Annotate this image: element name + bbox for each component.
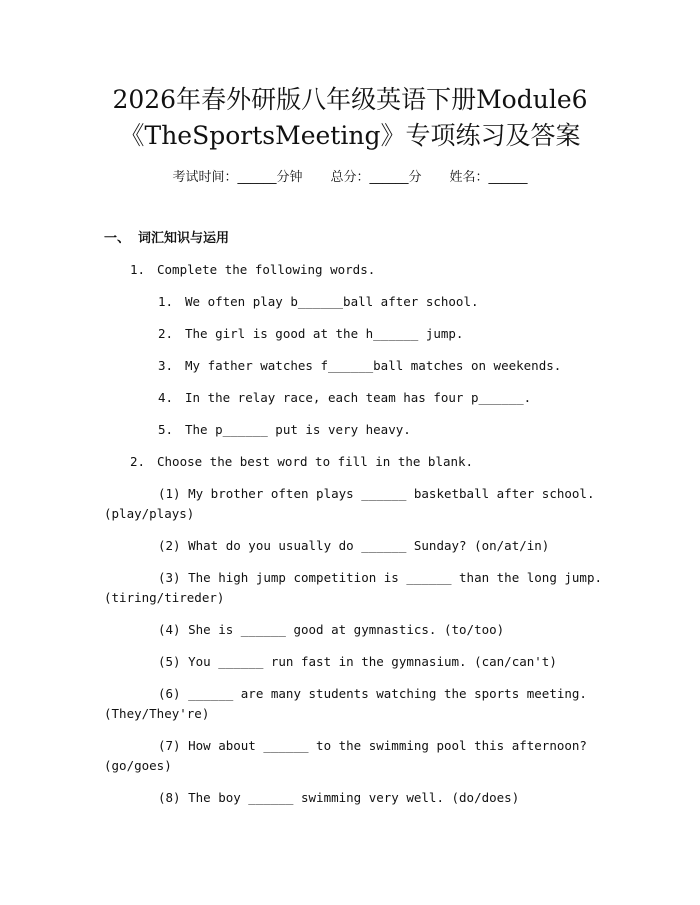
list-item-continuation: (tiring/tireder) [104,590,225,605]
list-item: (6) ______ are many students watching the sports meeting. [158,686,587,701]
item-text: The girl is good at the h______ jump. [185,326,464,341]
document-title-line-2: 《TheSportsMeeting》专项练习及答案 [119,121,581,150]
list-item: (1) My brother often plays ______ basketball after school. [158,486,595,501]
item-text: In the relay race, each team has four p______. [185,390,532,405]
question-1 [130,260,375,280]
list-item: (7) How about ______ to the swimming pool this afternoon? [158,738,587,753]
item-text: The p______ put is very heavy. [185,422,411,437]
item-number: 3. [158,358,174,373]
exam-info [0,168,700,188]
item-text: My father watches f______ball matches on weekends. [185,358,562,373]
question-instruction: Choose the best word to fill in the blank. [157,454,474,469]
exam-total-score: 总分：______分 [330,170,422,185]
list-item: (4) She is ______ good at gymnastics. (to/too) [158,622,505,637]
exam-time: 考试时间：______分钟 [172,170,303,185]
list-item [158,420,411,440]
list-item [158,324,463,344]
list-item [158,388,531,408]
list-item: (5) You ______ run fast in the gymnasium. (can/can't) [158,654,557,669]
document-title-line-1: 2026年春外研版八年级英语下册Module6 [112,85,588,114]
list-item [158,292,479,312]
question-number: 1. [130,262,146,277]
question-instruction: Complete the following words. [157,262,376,277]
list-item-continuation: (go/goes) [104,758,172,773]
item-text: We often play b______ball after school. [185,294,479,309]
list-item-continuation: (They/They're) [104,706,210,721]
question-number: 2. [130,454,146,469]
section-title: 词汇知识与运用 [138,231,230,246]
exam-name: 姓名：______ [449,170,528,185]
list-item: (8) The boy ______ swimming very well. (do/does) [158,790,520,805]
section-number: 一、 [104,231,131,246]
item-number: 2. [158,326,174,341]
list-item: (2) What do you usually do ______ Sunday? (on/at/in) [158,538,550,553]
section-heading [104,229,229,249]
list-item: (3) The high jump competition is ______ than the long jump. [158,570,603,585]
item-number: 4. [158,390,174,405]
question-2 [130,452,473,472]
item-number: 1. [158,294,174,309]
list-item-continuation: (play/plays) [104,506,195,521]
list-item [158,356,561,376]
item-number: 5. [158,422,174,437]
